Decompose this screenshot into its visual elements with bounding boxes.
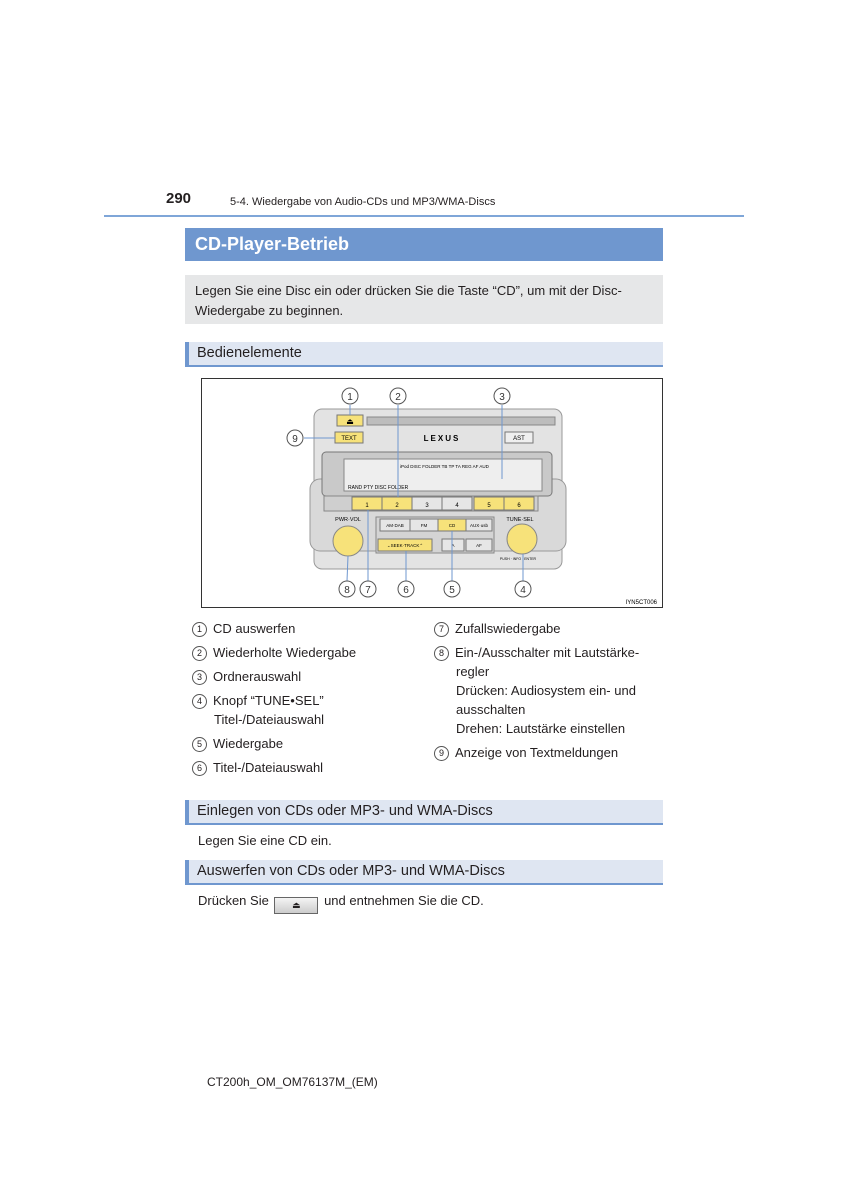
svg-text:5: 5 (487, 503, 491, 509)
svg-text:CD: CD (448, 523, 456, 528)
eject-heading: Auswerfen von CDs oder MP3- und WMA-Discs (185, 860, 663, 885)
legend-item: 8 Ein-/Ausschalter mit Lautstärke- regler Drücken: Audiosystem ein- und ausschalten Drehen: Lautstärke einstellen (434, 643, 664, 738)
callout-2: 2 (395, 392, 401, 403)
legend-left (192, 619, 422, 777)
svg-text:iPod DISC FOLDER TB TP TA R: iPod DISC FOLDER TB TP TA REG AF AUD (400, 464, 489, 469)
callout-3: 3 (499, 392, 505, 403)
svg-text:AM·DAB: AM·DAB (386, 523, 404, 528)
legend-item: 4 Knopf “TUNE•SEL” Titel-/Dateiauswahl (192, 691, 422, 729)
svg-text:PWR·VOL: PWR·VOL (335, 517, 361, 523)
callout-9: 9 (292, 434, 298, 445)
page-number: 290 (166, 190, 192, 207)
legend-item: 5 Wiedergabe (192, 734, 422, 753)
preset-buttons (352, 497, 534, 510)
svg-text:AUX·usb: AUX·usb (469, 523, 489, 528)
insert-heading: Einlegen von CDs oder MP3- und WMA-Discs (185, 800, 663, 825)
svg-text:TUNE·SEL: TUNE·SEL (506, 517, 534, 523)
legend-item: 3 Ordnerauswahl (192, 667, 422, 686)
eject-text: Drücken Sie ⏏ und entnehmen Sie die CD. (198, 893, 484, 914)
svg-text:⌄SEEK·TRACK⌃: ⌄SEEK·TRACK⌃ (386, 543, 424, 548)
callout-6: 6 (403, 585, 409, 596)
svg-text:A: A (451, 543, 455, 548)
callout-5: 5 (449, 585, 455, 596)
page-title: CD-Player-Betrieb (185, 228, 663, 261)
cd-player-figure (201, 378, 663, 608)
svg-text:1: 1 (365, 503, 369, 509)
svg-text:AST: AST (513, 436, 525, 442)
svg-text:2: 2 (395, 503, 399, 509)
legend-right (434, 619, 664, 762)
legend-item: 6 Titel-/Dateiauswahl (192, 758, 422, 777)
intro-box: Legen Sie eine Disc ein oder drücken Sie die Taste “CD”, um mit der Disc-Wiedergabe zu beginnen. (185, 275, 663, 324)
callout-4: 4 (520, 585, 526, 596)
insert-text: Legen Sie eine CD ein. (198, 833, 332, 848)
figure-code: IYN5CT006 (625, 600, 657, 606)
legend-item: 7 Zufallswiedergabe (434, 619, 664, 638)
svg-text:6: 6 (517, 503, 521, 509)
svg-text:AF: AF (476, 543, 482, 548)
header-rule (104, 215, 744, 217)
svg-text:3: 3 (425, 503, 429, 509)
eject-button-icon: ⏏ (274, 897, 318, 914)
footer-code: CT200h_OM_OM76137M_(EM) (207, 1075, 378, 1089)
eject-icon: ⏏ (346, 417, 354, 426)
section-reference: 5-4. Wiedergabe von Audio-CDs und MP3/WMA-Discs (230, 196, 496, 208)
brand-logo: LEXUS (423, 434, 461, 443)
controls-heading: Bedienelemente (185, 342, 663, 367)
svg-text:TEXT: TEXT (341, 436, 357, 442)
callout-1: 1 (347, 392, 353, 403)
svg-text:PUSH · INFO · ENTER: PUSH · INFO · ENTER (499, 557, 537, 561)
svg-text:4: 4 (455, 503, 459, 509)
callout-8: 8 (344, 585, 350, 596)
cd-player-illustration (202, 379, 662, 607)
pwr-vol-knob[interactable] (333, 526, 363, 556)
tune-sel-knob[interactable] (507, 524, 537, 554)
legend-item: 9 Anzeige von Textmeldungen (434, 743, 664, 762)
svg-text:RAND PTY DISC FOLDER: RAND PTY DISC FOLDER (348, 485, 409, 491)
legend-item: 2 Wiederholte Wiedergabe (192, 643, 422, 662)
callout-7: 7 (365, 585, 371, 596)
svg-text:FM: FM (420, 523, 428, 528)
legend-item: 1 CD auswerfen (192, 619, 422, 638)
